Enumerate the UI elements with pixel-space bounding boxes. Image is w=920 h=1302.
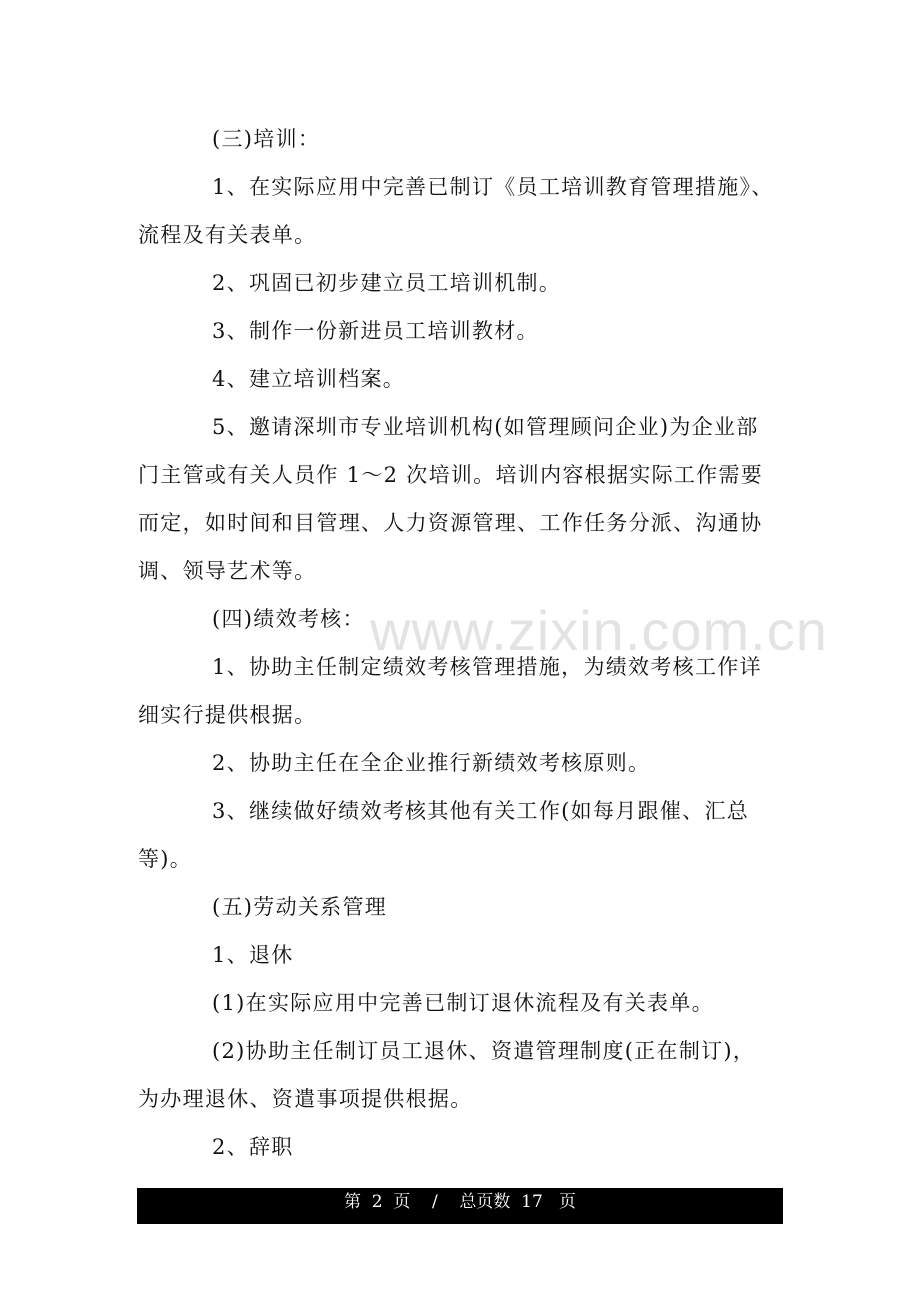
document-body [138, 115, 782, 1171]
text-line: 细实行提供根据。 [138, 703, 317, 727]
labor-item-retirement [138, 931, 782, 979]
training-item-1-line-2 [138, 211, 782, 259]
text-line: 等)。 [138, 847, 193, 871]
text-line: 为办理退休、资遣事项提供根据。 [138, 1087, 473, 1111]
training-item-2 [138, 259, 782, 307]
training-item-4 [138, 355, 782, 403]
text-line: 4、建立培训档案。 [212, 367, 406, 391]
text-line: 流程及有关表单。 [138, 223, 317, 247]
section-heading-labor-relations [138, 883, 782, 931]
text-line: 门主管或有关人员作 1～2 次培训。培训内容根据实际工作需要 [138, 463, 764, 487]
performance-item-3-line-1 [138, 787, 782, 835]
text-line: (2)协助主任制订员工退休、资遣管理制度(正在制订)， [212, 1039, 756, 1063]
training-item-5-line-1 [138, 403, 782, 451]
section-heading-performance [138, 595, 782, 643]
performance-item-3-line-2 [138, 835, 782, 883]
text-line: 1、在实际应用中完善已制订《员工培训教育管理措施》、 [212, 175, 774, 199]
retirement-subitem-2-line-1 [138, 1027, 782, 1075]
text-line: (四)绩效考核： [212, 607, 365, 631]
watermark: www.zixin.com.cn [370, 599, 828, 662]
section-heading-training [138, 115, 782, 163]
text-line: 3、制作一份新进员工培训教材。 [212, 319, 539, 343]
text-line: 1、退休 [212, 943, 294, 967]
text-line: (1)在实际应用中完善已制订退休流程及有关表单。 [212, 991, 714, 1015]
text-line: 3、继续做好绩效考核其他有关工作(如每月跟催、汇总 [212, 799, 750, 823]
training-item-5-line-2 [138, 451, 782, 499]
text-line: (三)培训： [212, 127, 321, 151]
text-line: 2、协助主任在全企业推行新绩效考核原则。 [212, 751, 651, 775]
training-item-5-line-3 [138, 499, 782, 547]
text-line: 调、领导艺术等。 [138, 559, 317, 583]
training-item-3 [138, 307, 782, 355]
labor-item-resignation [138, 1123, 782, 1171]
text-line: 而定，如时间和目管理、人力资源管理、工作任务分派、沟通协 [138, 511, 763, 535]
text-line: 5、邀请深圳市专业培训机构(如管理顾问企业)为企业部 [212, 415, 759, 439]
text-line: 2、巩固已初步建立员工培训机制。 [212, 271, 562, 295]
performance-item-1-line-2 [138, 691, 782, 739]
text-line: 1、协助主任制定绩效考核管理措施，为绩效考核工作详 [212, 655, 762, 679]
retirement-subitem-1 [138, 979, 782, 1027]
performance-item-2 [138, 739, 782, 787]
performance-item-1-line-1 [138, 643, 782, 691]
page-number: 第 2 页 / 总页数 17 页 [343, 1192, 577, 1212]
text-line: (五)劳动关系管理 [212, 895, 388, 919]
text-line: 2、辞职 [212, 1135, 294, 1159]
training-item-5-line-4 [138, 547, 782, 595]
retirement-subitem-2-line-2 [138, 1075, 782, 1123]
training-item-1-line-1 [138, 163, 782, 211]
page-footer [137, 1188, 783, 1224]
